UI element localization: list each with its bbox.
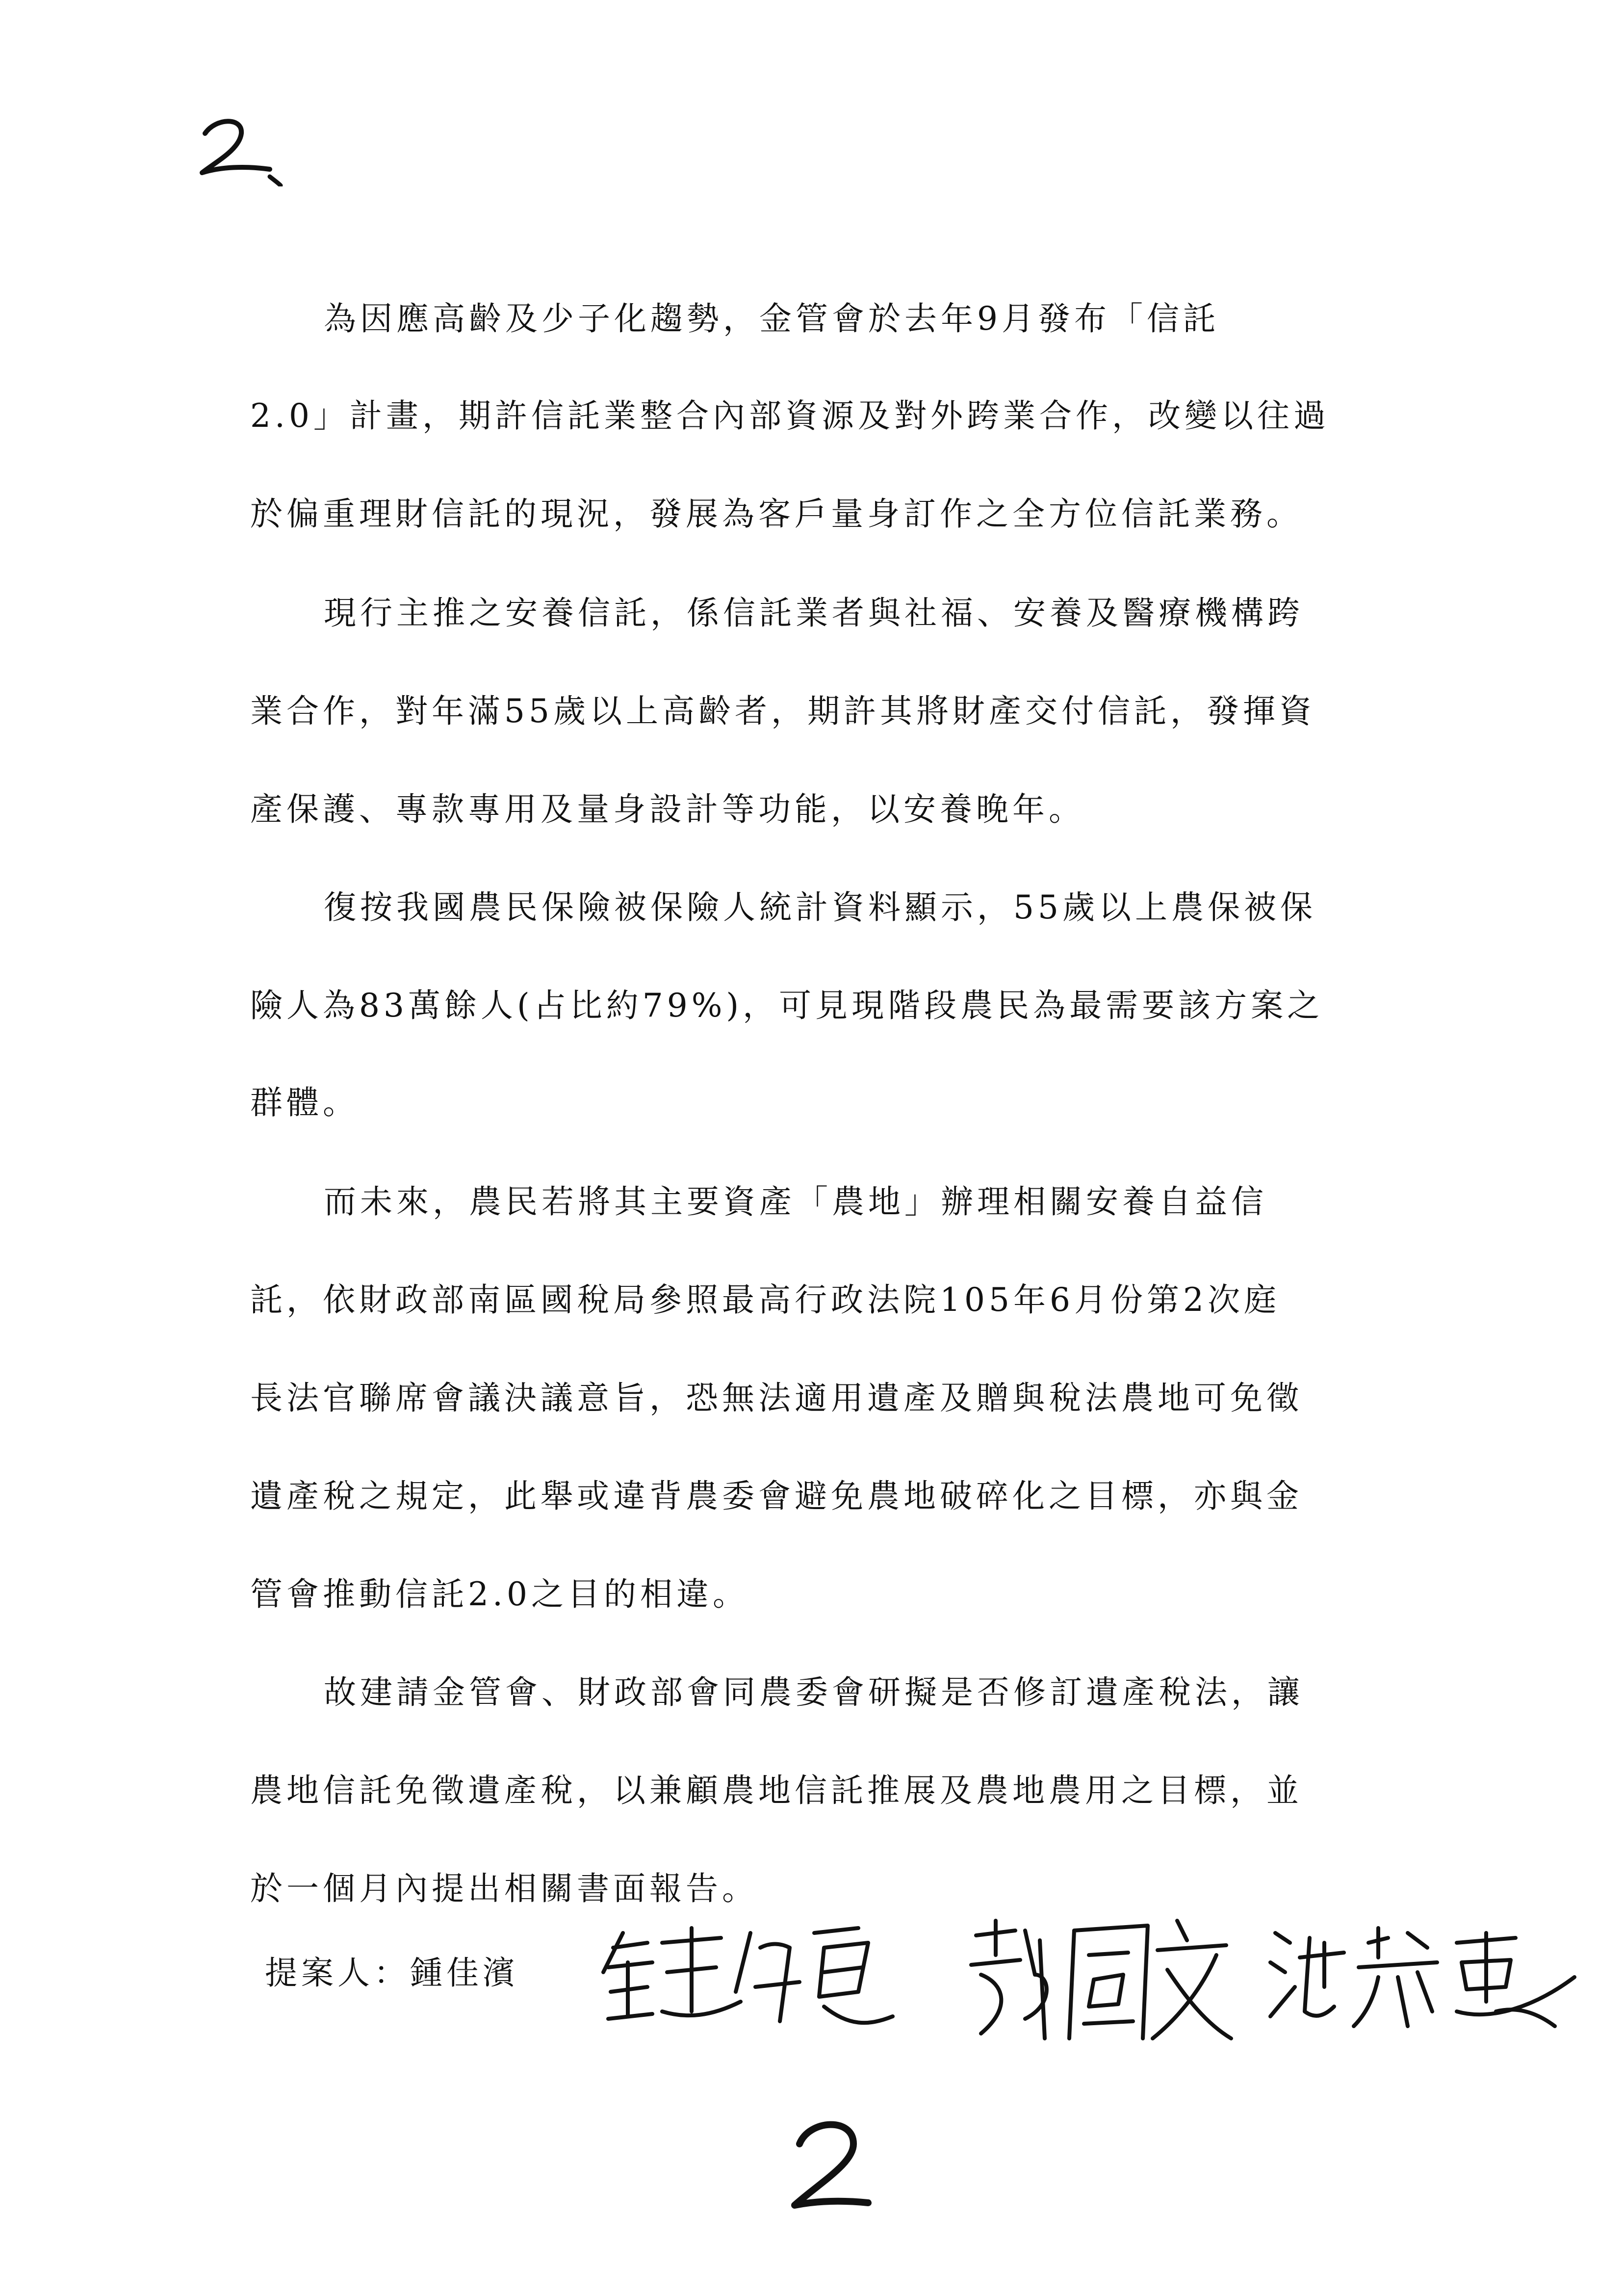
text-line: 於一個月內提出相關書面報告。 xyxy=(250,1870,758,1907)
text-line: 長法官聯席會議決議意旨，恐無法適用遺產及贈與稅法農地可免徵 xyxy=(250,1379,1303,1417)
signature-3 xyxy=(1261,1913,1579,2041)
text-line: 為因應高齡及少子化趨勢，金管會於去年9月發布「信託 xyxy=(324,300,1219,338)
text-line: 復按我國農民保險被保險人統計資料顯示，55歲以上農保被保 xyxy=(324,888,1316,926)
text-line: 業合作，對年滿55歲以上高齡者，期許其將財產交付信託，發揮資 xyxy=(250,692,1315,730)
text-line: 故建請金管會、財政部會同農委會研擬是否修訂遺產稅法，讓 xyxy=(324,1673,1304,1711)
signature-1 xyxy=(593,1913,902,2041)
proposer-label: 提案人：鍾佳濱 xyxy=(265,1954,519,1992)
text-line: 農地信託免徵遺產稅，以兼顧農地信託推展及農地農用之目標，並 xyxy=(250,1772,1303,1809)
text-line: 遺產稅之規定，此舉或違背農委會避免農地破碎化之目標，亦與金 xyxy=(250,1477,1303,1515)
handwritten-page-number xyxy=(780,2110,878,2218)
text-line: 2.0」計畫，期許信託業整合內部資源及對外跨業合作，改變以往過 xyxy=(250,397,1330,435)
text-line: 而未來，農民若將其主要資產「農地」辦理相關安養自益信 xyxy=(324,1183,1267,1221)
text-line: 託，依財政部南區國稅局參照最高行政法院105年6月份第2次庭 xyxy=(250,1281,1280,1319)
signature-2 xyxy=(961,1911,1236,2053)
text-line: 險人為83萬餘人(占比約79%)，可見現階段農民為最需要該方案之 xyxy=(250,987,1324,1024)
text-line: 於偏重理財信託的現況，發展為客戶量身訂作之全方位信託業務。 xyxy=(250,495,1303,533)
text-line: 現行主推之安養信託，係信託業者與社福、安養及醫療機構跨 xyxy=(324,594,1304,632)
text-line: 管會推動信託2.0之目的相違。 xyxy=(250,1575,749,1613)
handwritten-number-mark xyxy=(196,103,284,186)
text-line: 群體。 xyxy=(250,1084,359,1122)
text-line: 產保護、專款專用及量身設計等功能，以安養晚年。 xyxy=(250,790,1085,828)
